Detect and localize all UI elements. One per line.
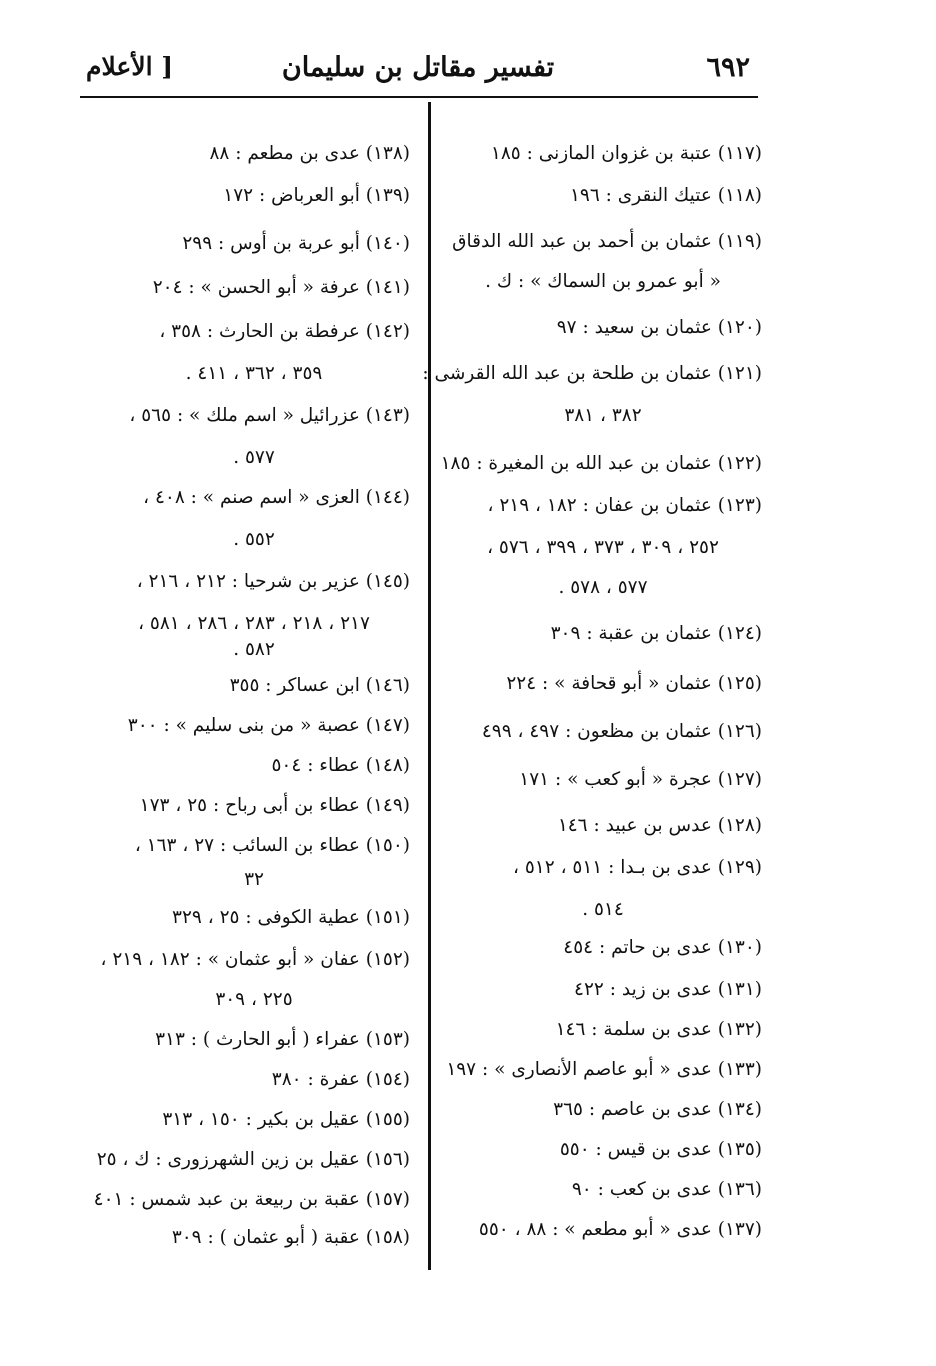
index-entry-continuation: ٥٨٢ . (233, 639, 275, 660)
index-entry-continuation: ٢٥٢ ، ٣٠٩ ، ٣٧٣ ، ٣٩٩ ، ٥٧٦ ، (487, 537, 719, 558)
index-entry-continuation: ٥٧٧ ، ٥٧٨ . (558, 577, 648, 598)
index-entry: (١٢٠) عثمان بن سعيد : ٩٧ (556, 317, 762, 338)
index-entry: (١٥٣) عفراء ( أبو الحارث ) : ٣١٣ (155, 1029, 410, 1050)
index-entry: (١٣٨) عدى بن مطعم : ٨٨ (209, 143, 410, 164)
index-entry-continuation: ٢٢٥ ، ٣٠٩ (215, 989, 293, 1010)
index-entry-continuation: ٣٨٢ ، ٣٨١ (564, 405, 642, 426)
index-entry: (١٢٨) عدس بن عبيد : ١٤٦ (557, 815, 762, 836)
index-entry: (١٤١) عرفة « أبو الحسن » : ٢٠٤ (152, 277, 410, 298)
index-entry-continuation: ٢١٧ ، ٢١٨ ، ٢٨٣ ، ٢٨٦ ، ٥٨١ ، (138, 613, 370, 634)
index-entry: (١٢٩) عدى بن بـدا : ٥١١ ، ٥١٢ ، (513, 857, 762, 878)
index-entry-continuation: ٣٢ (244, 869, 264, 890)
header-rule (80, 96, 758, 98)
page-header (78, 52, 758, 98)
index-entry: (١٢٧) عجرة « أبو كعب » : ١٧١ (519, 769, 762, 790)
book-title: تفسير مقاتل بن سليمان (281, 52, 555, 83)
section-title: [ الأعلام (86, 52, 174, 81)
index-entry: (١٤٢) عرفطة بن الحارث : ٣٥٨ ، (159, 321, 410, 342)
index-entry: (١٥٦) عقيل بن زين الشهرزورى : ك ، ٢٥ (96, 1149, 410, 1170)
index-entry: (١٤٥) عزير بن شرحيا : ٢١٢ ، ٢١٦ ، (136, 571, 410, 592)
index-entry: (١١٧) عتبة بن غزوان المازنى : ١٨٥ (490, 143, 762, 164)
index-entry: (١٥٨) عقبة ( أبو عثمان ) : ٣٠٩ (171, 1227, 410, 1248)
index-entry: (١٢٥) عثمان « أبو قحافة » : ٢٢٤ (506, 673, 762, 694)
index-entry: (١٣٤) عدى بن عاصم : ٣٦٥ (553, 1099, 762, 1120)
index-entry-continuation: ٥٧٧ . (233, 447, 275, 468)
index-entry: (١٢٦) عثمان بن مظعون : ٤٩٧ ، ٤٩٩ (481, 721, 762, 742)
index-entry: (١٤٠) أبو عربة بن أوس : ٢٩٩ (182, 233, 410, 254)
page-number: ٦٩٢ (706, 52, 750, 83)
index-entry: (١٣٢) عدى بن سلمة : ١٤٦ (555, 1019, 762, 1040)
index-entry: (١٥٧) عقبة بن ربيعة بن عبد شمس : ٤٠١ (93, 1189, 410, 1210)
index-entry-continuation: « أبو عمرو بن السماك » : ك . (485, 271, 721, 292)
index-entry: (١٤٧) عصبة « من بنى سليم » : ٣٠٠ (127, 715, 410, 736)
index-entry: (١٢٣) عثمان بن عفان : ١٨٢ ، ٢١٩ ، (487, 495, 762, 516)
index-entry: (١٢٤) عثمان بن عقبة : ٣٠٩ (550, 623, 762, 644)
index-entry: (١٤٤) العزى « اسم صنم » : ٤٠٨ ، (143, 487, 410, 508)
index-entry: (١٤٣) عزرائيل « اسم ملك » : ٥٦٥ ، (129, 405, 410, 426)
index-entry: (١٤٩) عطاء بن أبى رباح : ٢٥ ، ١٧٣ (139, 795, 410, 816)
index-entry: (١٢١) عثمان بن طلحة بن عبد الله القرشى : (422, 363, 762, 384)
index-entry: (١١٩) عثمان بن أحمد بن عبد الله الدقاق (452, 231, 762, 252)
index-entry: (١٣٣) عدى « أبو عاصم الأنصارى » : ١٩٧ (446, 1059, 762, 1080)
index-entry: (١١٨) عتيك النقرى : ١٩٦ (569, 185, 762, 206)
index-entry: (١٥٠) عطاء بن السائب : ٢٧ ، ١٦٣ ، (134, 835, 410, 856)
index-entry: (١٣٥) عدى بن قيس : ٥٥٠ (559, 1139, 762, 1160)
column-divider (428, 102, 431, 1270)
index-entry: (١٤٦) ابن عساكر : ٣٥٥ (229, 675, 410, 696)
index-entry: (١٣٠) عدى بن حاتم : ٤٥٤ (563, 937, 762, 958)
index-entry: (١٣١) عدى بن زيد : ٤٢٢ (574, 979, 762, 1000)
index-entry-continuation: ٥١٤ . (582, 899, 624, 920)
index-entry: (١٥٢) عفان « أبو عثمان » : ١٨٢ ، ٢١٩ ، (100, 949, 410, 970)
index-entry: (١٣٦) عدى بن كعب : ٩٠ (571, 1179, 762, 1200)
index-entry: (١٣٧) عدى « أبو مطعم » : ٨٨ ، ٥٥٠ (478, 1219, 762, 1240)
index-entry: (١٣٩) أبو العرباض : ١٧٢ (223, 185, 410, 206)
index-entry: (١٥٤) عفرة : ٣٨٠ (271, 1069, 410, 1090)
index-entry: (١٢٢) عثمان بن عبد الله بن المغيرة : ١٨٥ (440, 453, 762, 474)
index-entry: (١٤٨) عطاء : ٥٠٤ (271, 755, 410, 776)
index-entry: (١٥٥) عقيل بن بكير : ١٥٠ ، ٣١٣ (162, 1109, 410, 1130)
index-entry: (١٥١) عطية الكوفى : ٢٥ ، ٣٢٩ (172, 907, 410, 928)
index-entry-continuation: ٥٥٢ . (233, 529, 275, 550)
index-entry-continuation: ٣٥٩ ، ٣٦٢ ، ٤١١ . (185, 363, 323, 384)
